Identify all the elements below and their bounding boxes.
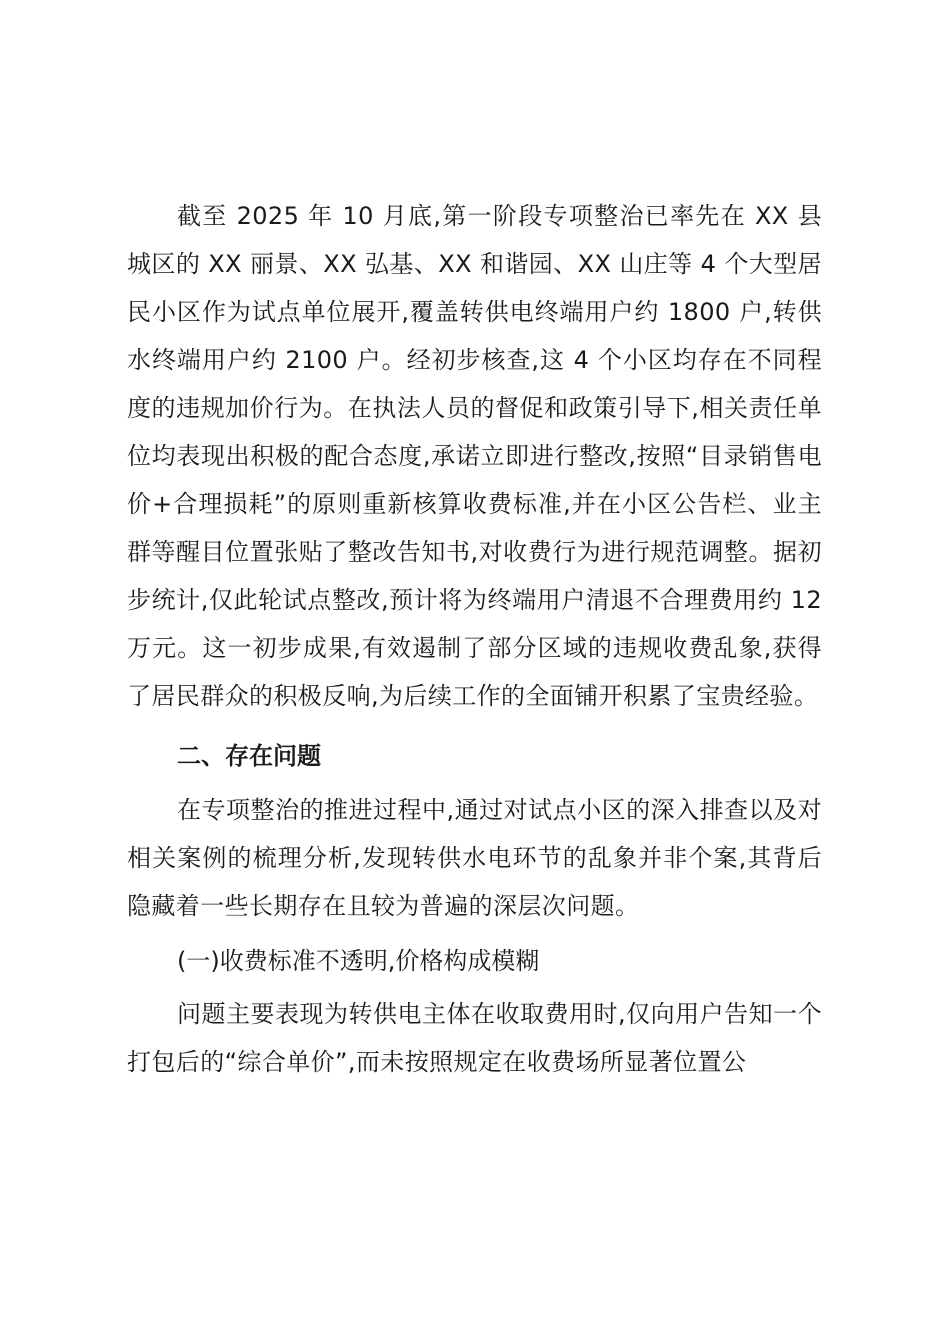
paragraph-gap: [127, 720, 822, 724]
section-heading-problems: 二、存在问题: [177, 742, 321, 770]
subsection-heading-fee-transparency: (一)收费标准不透明,价格构成模糊: [177, 947, 540, 975]
paragraph-pilot-results: 截至 2025 年 10 月底,第一阶段专项整治已率先在 XX 县城区的 XX 丽景、XX 弘基、XX 和谐园、XX 山庄等 4 个大型居民小区作为试点单位展开,覆盖转供电终端用户约 1800 户,转供水终端用户约 2100 户。经初步核查,这 4 个小区均存在不同程度的违规加价行为。在执法人员的督促和政策引导下,相关责任单位均表现出积极的配合态度,承诺立即进行整改,按照“目录销售电价+合理损耗”的原则重新核算收费标准,并在小区公告栏、业主群等醒目位置张贴了整改告知书,对收费行为进行规范调整。据初步统计,仅此轮试点整改,预计将为终端用户清退不合理费用约 12 万元。这一初步成果,有效遏制了部分区域的违规收费乱象,获得了居民群众的积极反响,为后续工作的全面铺开积累了宝贵经验。: [127, 202, 822, 710]
paragraph-fee-transparency: 问题主要表现为转供电主体在收取费用时,仅向用户告知一个打包后的“综合单价”,而未按照规定在收费场所显著位置公: [127, 1000, 822, 1076]
paragraph-problems-intro: 在专项整治的推进过程中,通过对试点小区的深入排查以及对相关案例的梳理分析,发现转供水电环节的乱象并非个案,其背后隐藏着一些长期存在且较为普遍的深层次问题。: [127, 796, 822, 920]
document-body: [127, 192, 822, 1086]
